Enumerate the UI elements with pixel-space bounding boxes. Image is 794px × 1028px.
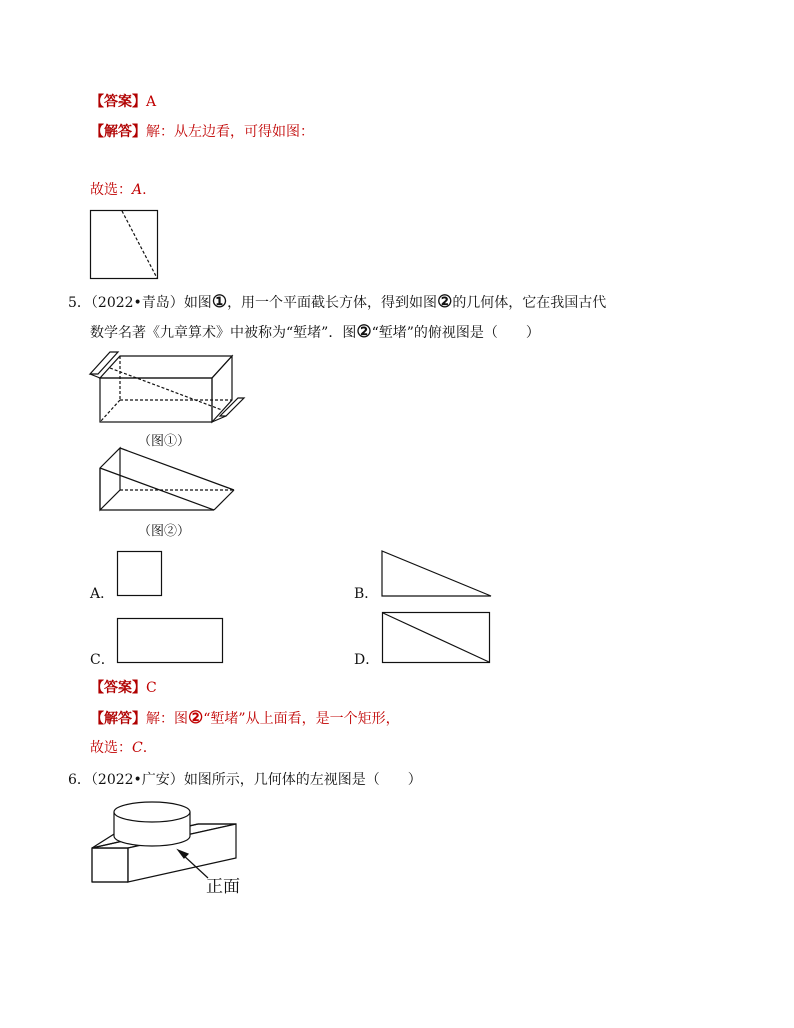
q5-text-d: 数学名著《九章算术》中被称为“堑堵”．图 bbox=[90, 325, 357, 341]
q5-line2 bbox=[90, 322, 540, 343]
q6-text: 如图所示，几何体的左视图是（ ） bbox=[183, 772, 422, 788]
q5-number: 5． bbox=[68, 295, 91, 311]
q6-line bbox=[68, 770, 422, 790]
q5-text-e: “堑堵”的俯视图是（ ） bbox=[371, 325, 540, 341]
option-b-figure bbox=[381, 550, 493, 598]
q5-text-b: ，用一个平面截长方体，得到如图 bbox=[227, 295, 438, 311]
prev-explain-line bbox=[90, 122, 314, 142]
figure-1-caption: （图①） bbox=[138, 434, 191, 449]
q5-circle-1: ① bbox=[211, 292, 228, 312]
answer-value: A bbox=[146, 94, 157, 110]
option-c-label: C． bbox=[90, 652, 115, 668]
explain-prefix: 解： bbox=[146, 124, 174, 140]
q5-circle-3: ② bbox=[356, 322, 372, 342]
choose-label: 故选： bbox=[90, 182, 132, 198]
explain-text: 从左边看，可得如图： bbox=[174, 124, 314, 140]
q5-text-c: 的几何体，它在我国古代 bbox=[452, 295, 607, 311]
q5-answer-value: C bbox=[146, 680, 157, 696]
explain-tag: 【解答】 bbox=[90, 124, 146, 140]
choose-value: A bbox=[132, 182, 143, 198]
prev-choose-line bbox=[90, 180, 147, 200]
option-a-figure bbox=[117, 551, 163, 597]
option-a-label: A． bbox=[90, 586, 115, 602]
choose-end: . bbox=[142, 182, 147, 198]
option-d-label: D． bbox=[354, 652, 380, 668]
figure-2-wedge bbox=[98, 446, 238, 516]
q5-line1 bbox=[68, 292, 606, 313]
left-view-figure bbox=[90, 210, 160, 280]
option-c-figure bbox=[117, 618, 225, 664]
q6-source: （2022•广安） bbox=[90, 772, 184, 788]
front-label: 正面 bbox=[206, 877, 240, 897]
q5-explain-circle: ② bbox=[188, 708, 204, 728]
q5-choose-end: . bbox=[142, 740, 148, 756]
q5-explain-line bbox=[90, 708, 400, 729]
figure-2-caption: （图②） bbox=[138, 524, 191, 539]
option-b-label: B． bbox=[354, 586, 379, 602]
q5-answer-line bbox=[90, 678, 157, 698]
q5-answer-tag: 【答案】 bbox=[90, 680, 146, 696]
figure-1-cuboid bbox=[88, 350, 248, 425]
q5-choose-value: C bbox=[132, 740, 143, 756]
q5-text-a: 如图 bbox=[183, 295, 212, 311]
answer-tag: 【答案】 bbox=[90, 94, 146, 110]
prev-answer-line bbox=[90, 92, 156, 112]
q6-number: 6． bbox=[68, 772, 91, 788]
q5-explain-b: “堑堵”从上面看，是一个矩形， bbox=[203, 711, 400, 727]
q5-explain-tag: 【解答】 bbox=[90, 711, 146, 727]
q5-circle-2: ② bbox=[437, 292, 453, 312]
q5-source: （2022•青岛） bbox=[90, 295, 184, 311]
q5-explain-a: 解：图 bbox=[146, 711, 188, 727]
option-d-figure bbox=[382, 612, 492, 664]
q5-choose-label: 故选： bbox=[90, 740, 132, 756]
q5-choose-line bbox=[90, 738, 147, 758]
